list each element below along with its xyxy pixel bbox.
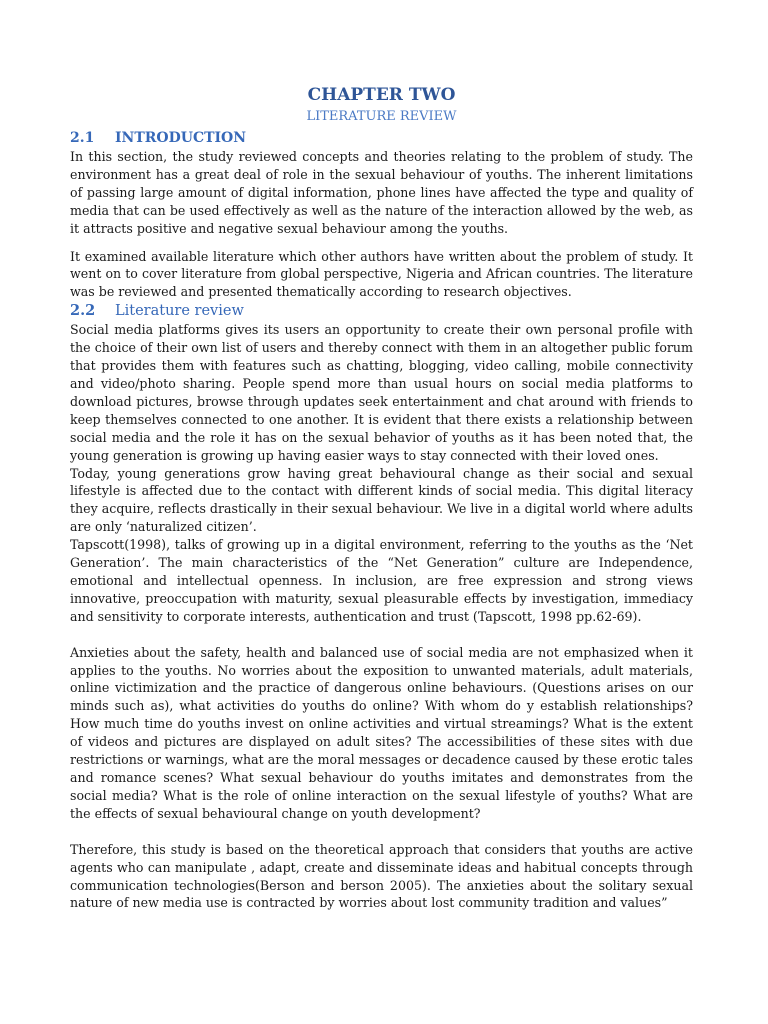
- paragraph: Therefore, this study is based on the theoretical approach that considers that youths are active agents who can manipulate , adapt, create and disseminate ideas and habitual concepts through communication technologies(Berson and berson 2005). The anxieties about the solitary sexual nature of new media use is contracted by worries about lost community tradition and values”: [70, 841, 693, 911]
- paragraph: Anxieties about the safety, health and balanced use of social media are not emphasized when it applies to the youths. No worries about the exposition to unwanted materials, adult materials, online victimization and the practice of dangerous online behaviours. (Questions arises on our minds such as), what activities do youths do online? With whom do y establish relationships? How much time do youths invest on online activities and virtual streamings? What is the extent of videos and pictures are displayed on adult sites? The accessibilities of these sites with due restrictions or warnings, what are the moral messages or decadence caused by these erotic tales and romance scenes? What sexual behaviour do youths imitates and demonstrates from the social media? What is the role of online interaction on the sexual lifestyle of youths? What are the effects of sexual behavioural change on youth development?: [70, 644, 693, 821]
- section-heading-literature-review: [70, 301, 693, 321]
- section-title: INTRODUCTION: [115, 130, 247, 146]
- paragraph: It examined available literature which other authors have written about the problem of study. It went on to cover literature from global perspective, Nigeria and African countries. The literature was be reviewed and presented thematically according to research objectives.: [70, 248, 693, 300]
- document-page: [70, 82, 693, 912]
- paragraph: Today, young generations grow having great behavioural change as their social and sexual lifestyle is affected due to the contact with different kinds of social media. This digital literacy they acquire, reflects drastically in their sexual behaviour. We live in a digital world where adults are only ‘naturalized citizen’.: [70, 465, 693, 535]
- section-number: 2.1: [70, 130, 95, 146]
- section-heading-introduction: [70, 128, 693, 148]
- paragraph: In this section, the study reviewed concepts and theories relating to the problem of study. The environment has a great deal of role in the sexual behaviour of youths. The inherent limitations of passing large amount of digital information, phone lines have affected the type and quality of media that can be used effectively as well as the nature of the interaction allowed by the web, as it attracts positive and negative sexual behaviour among the youths.: [70, 149, 693, 236]
- paragraph: Social media platforms gives its users an opportunity to create their own personal profile with the choice of their own list of users and thereby connect with them in an altogether public forum that provides them with features such as chatting, blogging, video calling, mobile connectivity and video/photo sharing. People spend more than usual hours on social media platforms to download pictures, browse through updates seek entertainment and chat around with friends to keep themselves connected to one another. It is evident that there exists a relationship between social media and the role it has on the sexual behavior of youths as it has been noted that, the young generation is growing up having easier ways to stay connected with their loved ones.: [70, 322, 693, 463]
- paragraph: Tapscott(1998), talks of growing up in a digital environment, referring to the youths as the ‘Net Generation’. The main characteristics of the “Net Generation” culture are Independence, emotional and intellectual openness. In inclusion, are free expression and strong views innovative, preoccupation with maturity, sexual pleasurable effects by investigation, immediacy and sensitivity to corporate interests, authentication and trust (Tapscott, 1998 pp.62-69).: [70, 537, 693, 624]
- chapter-title: CHAPTER TWO: [307, 85, 456, 105]
- section-number: 2.2: [70, 302, 96, 320]
- chapter-subtitle: LITERATURE REVIEW: [306, 109, 457, 124]
- section-title: Literature review: [115, 303, 244, 320]
